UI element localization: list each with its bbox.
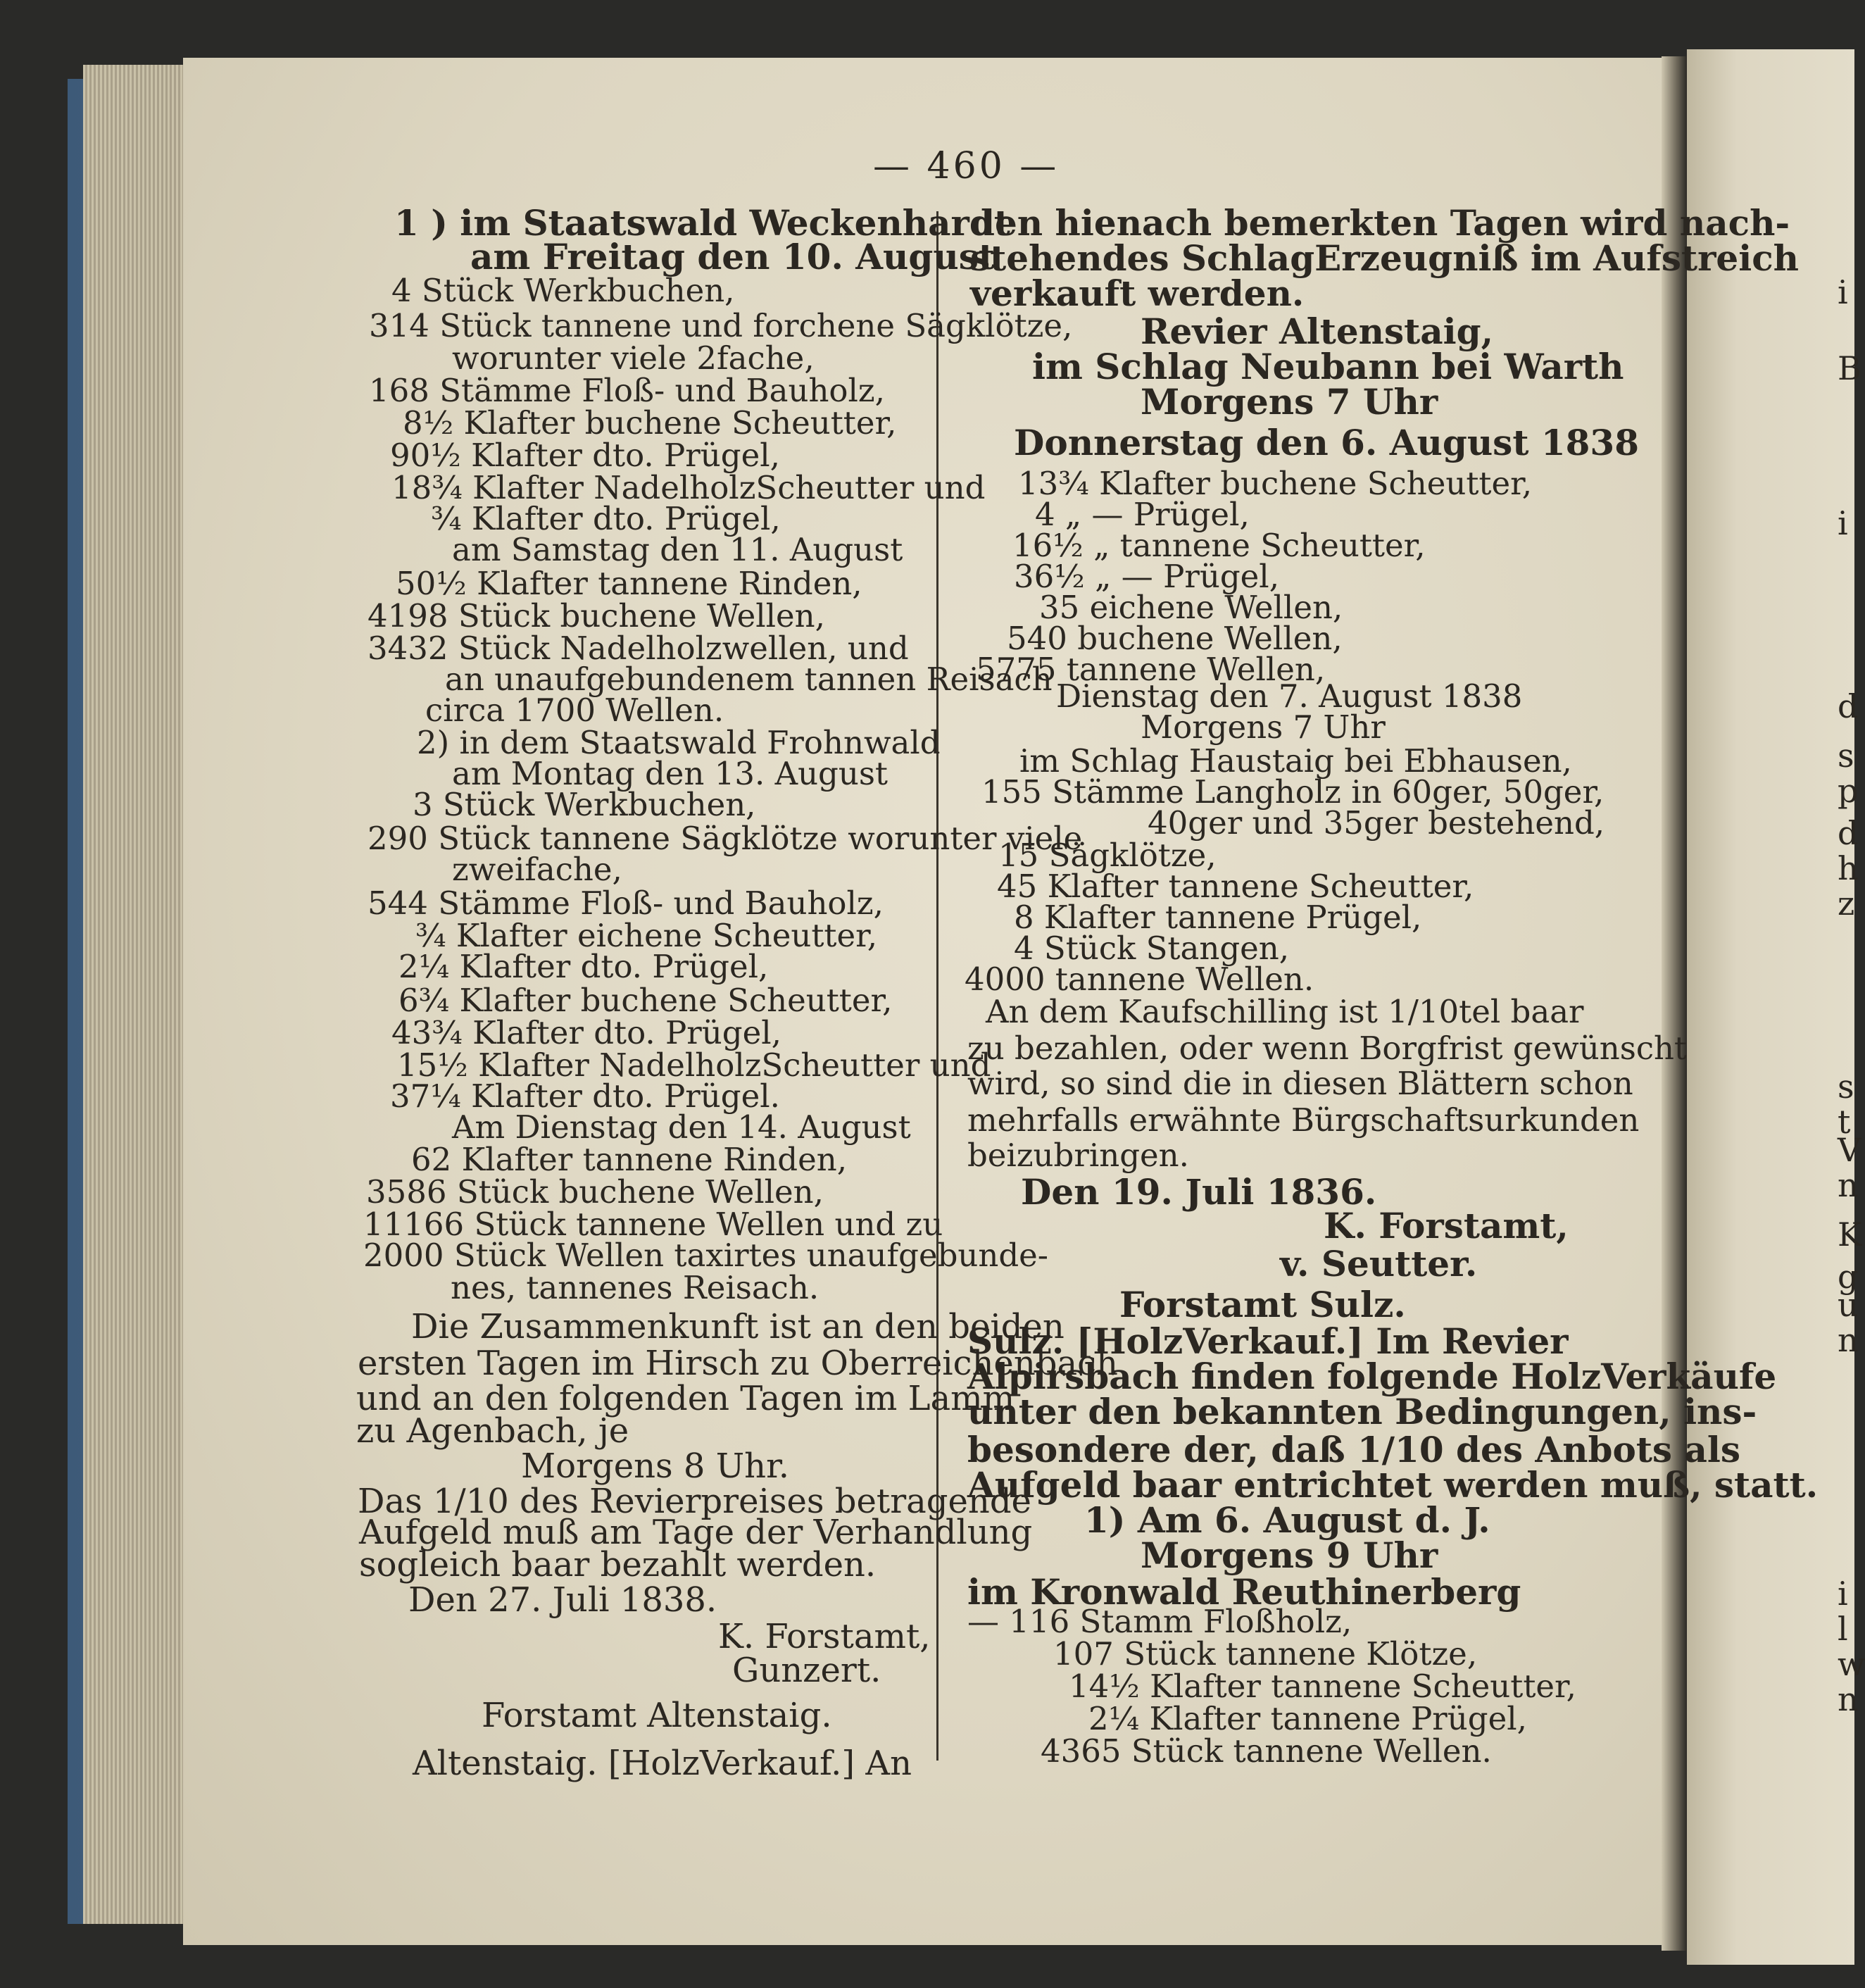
- facing-page-letter: w: [1838, 1645, 1865, 1683]
- right-text-line: 540 buchene Wellen,: [1007, 620, 1343, 657]
- right-text-line: 45 Klafter tannene Scheutter,: [997, 868, 1474, 905]
- right-text-line: 155 Stämme Langholz in 60ger, 50ger,: [981, 773, 1605, 811]
- left-text-line: 15½ Klafter NadelholzScheutter und: [397, 1046, 991, 1084]
- left-text-line: zweifache,: [452, 851, 622, 888]
- facing-page-letter: z: [1838, 884, 1855, 923]
- left-text-line: 43¾ Klafter dto. Prügel,: [391, 1014, 781, 1051]
- right-text-line: 13¾ Klafter buchene Scheutter,: [1018, 465, 1533, 502]
- left-text-line: 3432 Stück Nadelholzwellen, und: [368, 630, 909, 667]
- right-text-line: Morgens 9 Uhr: [1141, 1534, 1438, 1576]
- right-text-line: Morgens 7 Uhr: [1141, 381, 1438, 423]
- left-text-line: Das 1/10 des Revierpreises betragende: [358, 1482, 1031, 1521]
- left-text-line: worunter viele 2fache,: [452, 339, 815, 377]
- left-text-line: 1 ) im Staatswald Weckenhardt: [394, 202, 1010, 244]
- left-text-line: 37¼ Klafter dto. Prügel.: [390, 1077, 780, 1115]
- left-text-line: am Samstag den 11. August: [452, 531, 903, 568]
- left-text-line: 4198 Stück buchene Wellen,: [368, 597, 825, 634]
- right-text-line: im Schlag Haustaig bei Ebhausen,: [1019, 742, 1572, 780]
- right-text-line: 15 Sägklötze,: [998, 837, 1217, 874]
- right-text-line: im Schlag Neubann bei Warth: [1032, 346, 1624, 387]
- left-text-line: Gunzert.: [732, 1651, 881, 1690]
- facing-page-letter: V: [1838, 1131, 1861, 1169]
- facing-page-letter: h: [1838, 849, 1859, 887]
- facing-page-letter: n: [1838, 1166, 1859, 1204]
- facing-page-letter: s: [1838, 737, 1854, 775]
- right-text-line: 4000 tannene Wellen.: [965, 961, 1314, 998]
- right-text-line: Sulz. [HolzVerkauf.] Im Revier: [967, 1320, 1569, 1362]
- facing-page-letter: K: [1838, 1215, 1862, 1254]
- left-text-line: nes, tannenes Reisach.: [451, 1269, 820, 1306]
- right-text-line: Aufgeld baar entrichtet werden muß, statt.: [967, 1464, 1819, 1506]
- right-text-line: mehrfalls erwähnte Bürgschaftsurkunden: [967, 1101, 1640, 1139]
- right-text-line: stehendes SchlagErzeugniß im Aufstreich: [970, 237, 1800, 279]
- left-text-line: 50½ Klafter tannene Rinden,: [396, 565, 862, 602]
- page-number: — 460 —: [873, 145, 1060, 187]
- facing-page-letter: i: [1838, 273, 1848, 311]
- left-text-line: 290 Stück tannene Sägklötze worunter viele: [368, 820, 1083, 857]
- right-text-line: Dienstag den 7. August 1838: [1056, 677, 1523, 715]
- right-text-line: besondere der, daß 1/10 des Anbots als: [967, 1429, 1741, 1470]
- facing-page-letter: g: [1838, 1258, 1859, 1296]
- facing-page-letter: n: [1838, 1321, 1859, 1359]
- left-text-line: am Montag den 13. August: [452, 755, 888, 792]
- right-text-line: beizubringen.: [967, 1137, 1189, 1174]
- left-text-line: Den 27. Juli 1838.: [408, 1580, 717, 1620]
- facing-page-letter: u: [1838, 1286, 1859, 1324]
- right-text-line: 4 „ — Prügel,: [1035, 496, 1250, 533]
- left-text-line: 90½ Klafter dto. Prügel,: [390, 437, 780, 474]
- left-text-line: 62 Klafter tannene Rinden,: [411, 1141, 847, 1178]
- left-text-line: 3586 Stück buchene Wellen,: [366, 1173, 824, 1211]
- left-text-line: ersten Tagen im Hirsch zu Oberreichenbach: [358, 1344, 1118, 1383]
- right-text-line: im Kronwald Reuthinerberg: [967, 1571, 1521, 1613]
- right-text-line: 40ger und 35ger bestehend,: [1148, 804, 1605, 842]
- left-text-line: 2¼ Klafter dto. Prügel,: [398, 948, 769, 985]
- left-text-line: zu Agenbach, je: [356, 1411, 629, 1451]
- right-text-line: 5775 tannene Wellen,: [976, 651, 1326, 688]
- right-text-line: Den 19. Juli 1836.: [1021, 1171, 1377, 1213]
- left-text-line: an unaufgebundenem tannen Reisach: [445, 661, 1053, 698]
- right-text-line: wird, so sind die in diesen Blättern schon: [967, 1065, 1633, 1102]
- left-text-line: 8½ Klafter buchene Scheutter,: [403, 404, 897, 442]
- right-text-line: verkauft werden.: [970, 273, 1305, 314]
- right-text-line: unter den bekannten Bedingungen, ins-: [967, 1391, 1757, 1432]
- left-text-line: Altenstaig. [HolzVerkauf.] An: [413, 1744, 912, 1783]
- left-text-line: 11166 Stück tannene Wellen und zu: [363, 1206, 943, 1243]
- right-text-line: den hienach bemerkten Tagen wird nach-: [970, 202, 1790, 244]
- right-text-line: Forstamt Sulz.: [1119, 1284, 1406, 1325]
- right-text-line: 14½ Klafter tannene Scheutter,: [1069, 1668, 1576, 1705]
- right-text-line: — 116 Stamm Floßholz,: [967, 1603, 1352, 1640]
- left-text-line: 4 Stück Werkbuchen,: [391, 272, 735, 309]
- left-text-line: 18¾ Klafter NadelholzScheutter und: [391, 469, 986, 506]
- right-text-line: 8 Klafter tannene Prügel,: [1014, 899, 1422, 936]
- left-text-line: am Freitag den 10. August: [470, 236, 995, 277]
- left-text-line: Aufgeld muß am Tage der Verhandlung: [359, 1513, 1033, 1552]
- facing-page-letter: i: [1838, 1575, 1848, 1613]
- right-text-line: zu bezahlen, oder wenn Borgfrist gewünscht: [967, 1030, 1688, 1067]
- facing-page-letter: l: [1838, 1610, 1848, 1648]
- facing-page-letter: B: [1838, 349, 1861, 387]
- right-text-line: An dem Kaufschilling ist 1/10tel baar: [986, 993, 1584, 1030]
- right-text-line: Alpirsbach finden folgende HolzVerkäufe: [967, 1356, 1777, 1397]
- right-text-line: Donnerstag den 6. August 1838: [1014, 422, 1639, 463]
- right-text-line: Morgens 7 Uhr: [1141, 708, 1386, 746]
- left-text-line: und an den folgenden Tagen im Lamm: [356, 1379, 1015, 1418]
- right-text-line: Revier Altenstaig,: [1141, 311, 1494, 352]
- left-text-line: sogleich baar bezahlt werden.: [359, 1545, 877, 1584]
- left-text-line: Forstamt Altenstaig.: [482, 1696, 832, 1735]
- left-text-line: K. Forstamt,: [718, 1617, 931, 1656]
- facing-page-letter: t: [1838, 1103, 1851, 1141]
- right-text-line: 4 Stück Stangen,: [1014, 930, 1290, 967]
- left-text-line: circa 1700 Wellen.: [425, 692, 724, 729]
- left-text-line: Am Dienstag den 14. August: [452, 1108, 911, 1146]
- left-text-line: 168 Stämme Floß- und Bauholz,: [369, 372, 885, 409]
- right-text-line: 1) Am 6. August d. J.: [1084, 1499, 1490, 1541]
- left-text-line: 3 Stück Werkbuchen,: [413, 786, 756, 823]
- left-text-line: 314 Stück tannene und forchene Sägklötze,: [369, 307, 1073, 344]
- right-text-line: 107 Stück tannene Klötze,: [1053, 1635, 1478, 1673]
- right-text-line: 16½ „ tannene Scheutter,: [1012, 527, 1426, 564]
- facing-page-letter: n: [1838, 1680, 1859, 1718]
- facing-page-letter: i: [1838, 504, 1848, 542]
- facing-page-letter: s: [1838, 1068, 1854, 1106]
- right-text-line: 2¼ Klafter tannene Prügel,: [1088, 1700, 1527, 1737]
- left-text-line: 544 Stämme Floß- und Bauholz,: [368, 884, 884, 922]
- gutter-shadow: [1662, 56, 1687, 1951]
- right-text-line: v. Seutter.: [1280, 1243, 1478, 1284]
- left-text-line: Morgens 8 Uhr.: [521, 1446, 790, 1486]
- left-text-line: 2) in dem Staatswald Frohnwald: [417, 724, 941, 761]
- right-text-line: 35 eichene Wellen,: [1039, 589, 1343, 626]
- left-text-line: 2000 Stück Wellen taxirtes unaufgebunde-: [363, 1237, 1048, 1274]
- left-text-line: Die Zusammenkunft ist an den beiden: [411, 1307, 1065, 1346]
- left-text-line: ¾ Klafter dto. Prügel,: [431, 500, 781, 537]
- facing-page: [1687, 49, 1854, 1965]
- facing-page-letter: d: [1838, 687, 1859, 725]
- facing-page-letter: d: [1838, 814, 1859, 852]
- left-text-line: ¾ Klafter eichene Scheutter,: [415, 917, 877, 954]
- right-text-line: 36½ „ — Prügel,: [1014, 558, 1280, 595]
- facing-page-letter: p: [1838, 772, 1859, 810]
- right-text-line: 4365 Stück tannene Wellen.: [1041, 1732, 1492, 1770]
- right-text-line: K. Forstamt,: [1324, 1205, 1569, 1246]
- left-text-line: 6¾ Klafter buchene Scheutter,: [398, 982, 893, 1019]
